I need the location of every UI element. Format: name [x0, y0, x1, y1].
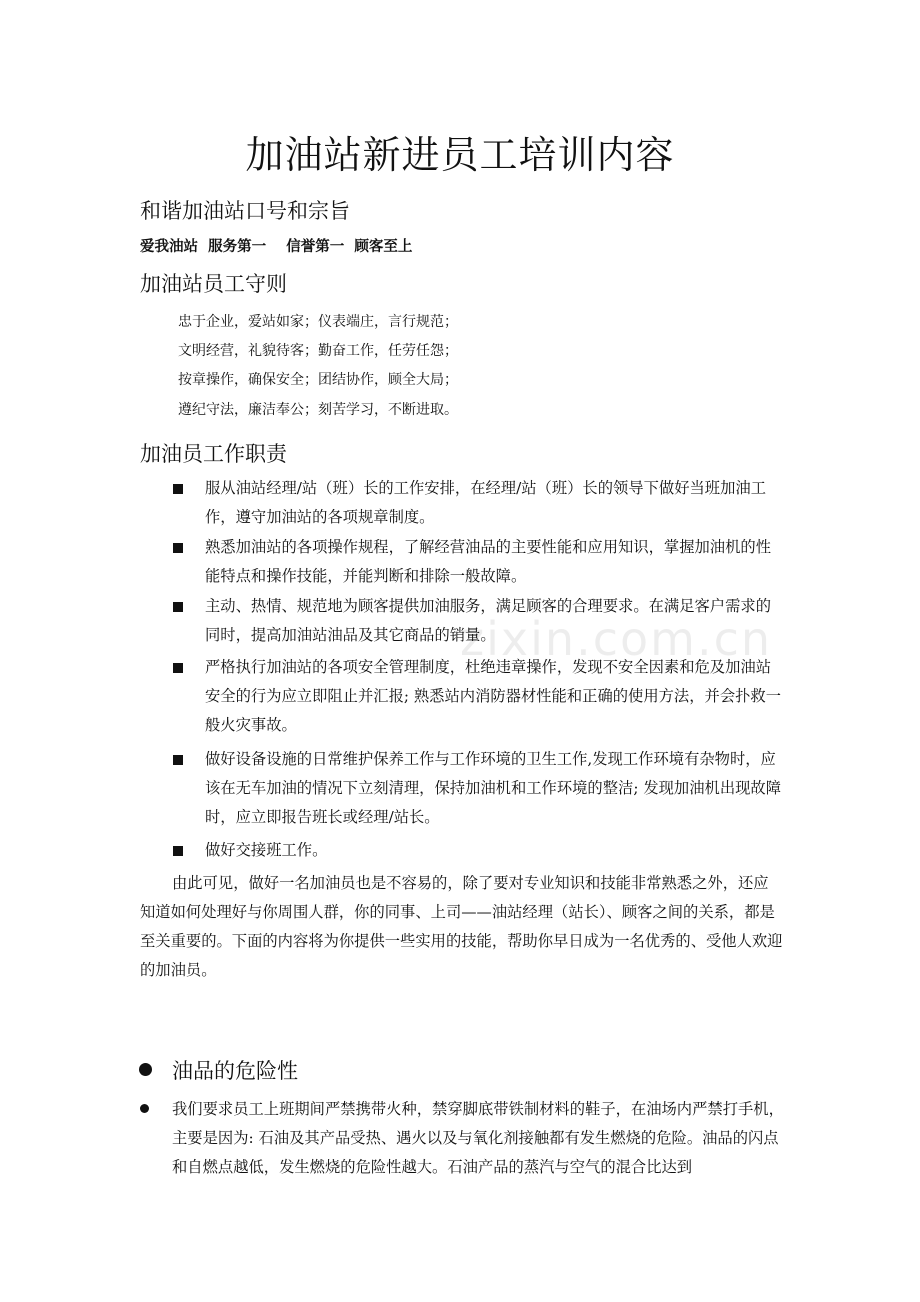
- duty-item: [205, 653, 783, 740]
- duty-item: [205, 745, 783, 832]
- summary-paragraph: 由此可见，做好一名加油员也是不容易的，除了要对专业知识和技能非常熟悉之外，还应知道如何处理好与你周围人群，你的同事、上司——油站经理（站长）、顾客之间的关系，都是至关重要的。下面的内容将为你提供一些实用的技能，帮助你早日成为一名优秀的、受他人欢迎的加油员。: [140, 874, 783, 979]
- section-heading-duties: 加油员工作职责: [140, 442, 287, 466]
- section-heading-hazards: 油品的危险性: [172, 1059, 298, 1083]
- hazard-paragraph: 我们要求员工上班期间严禁携带火种，禁穿脚底带铁制材料的鞋子，在油场内严禁打手机，主要是因为: 石油及其产品受热、遇火以及与氧化剂接触都有发生燃烧的危险。油品的闪点和自燃点越低，发生燃烧的危险性越大。石油产品的蒸汽与空气的混合比达到: [172, 1100, 784, 1176]
- duty-text: 严格执行加油站的各项安全管理制度，杜绝违章操作，发现不安全因素和危及加油站安全的行为应立即阻止并汇报; 熟悉站内消防器材性能和正确的使用方法，并会扑救一般火灾事故。: [205, 658, 782, 734]
- duty-item: [205, 474, 783, 532]
- duty-item: [205, 836, 783, 865]
- round-bullet-icon: [139, 1063, 152, 1076]
- square-bullet-icon: [173, 484, 183, 494]
- round-bullet-icon: [140, 1104, 149, 1113]
- square-bullet-icon: [173, 663, 183, 673]
- watermark: zixin.com.cn: [460, 612, 773, 666]
- rule-line: 文明经营，礼貌待客；勤奋工作，任劳任怨；: [178, 343, 458, 359]
- slogan-text: 爱我油站 服务第一 信誉第一 顾客至上: [140, 239, 413, 255]
- duty-text: 服从油站经理/站（班）长的工作安排，在经理/站（班）长的领导下做好当班加油工作，遵守加油站的各项规章制度。: [205, 479, 766, 526]
- rule-line: 忠于企业，爱站如家；仪表端庄，言行规范；: [178, 314, 458, 330]
- duty-item: [205, 533, 783, 591]
- section-heading-slogan: 和谐加油站口号和宗旨: [140, 199, 350, 223]
- duty-text: 主动、热情、规范地为顾客提供加油服务，满足顾客的合理要求。在满足客户需求的同时，提高加油站油品及其它商品的销量。: [205, 597, 771, 644]
- rule-line: 遵纪守法，廉洁奉公；刻苦学习，不断进取。: [178, 402, 458, 418]
- duty-text: 做好设备设施的日常维护保养工作与工作环境的卫生工作,发现工作环境有杂物时，应该在无车加油的情况下立刻清理，保持加油机和工作环境的整洁; 发现加油机出现故障时，应立即报告班长或经理/站长。: [205, 750, 782, 826]
- square-bullet-icon: [173, 846, 183, 856]
- section-heading-rules: 加油站员工守则: [140, 272, 287, 296]
- square-bullet-icon: [173, 755, 183, 765]
- document-title: 加油站新进员工培训内容: [245, 133, 675, 177]
- square-bullet-icon: [173, 602, 183, 612]
- duty-text: 熟悉加油站的各项操作规程，了解经营油品的主要性能和应用知识，掌握加油机的性能特点和操作技能，并能判断和排除一般故障。: [205, 538, 771, 585]
- rule-line: 按章操作，确保安全；团结协作，顾全大局；: [178, 372, 458, 388]
- square-bullet-icon: [173, 543, 183, 553]
- duty-text: 做好交接班工作。: [205, 841, 328, 859]
